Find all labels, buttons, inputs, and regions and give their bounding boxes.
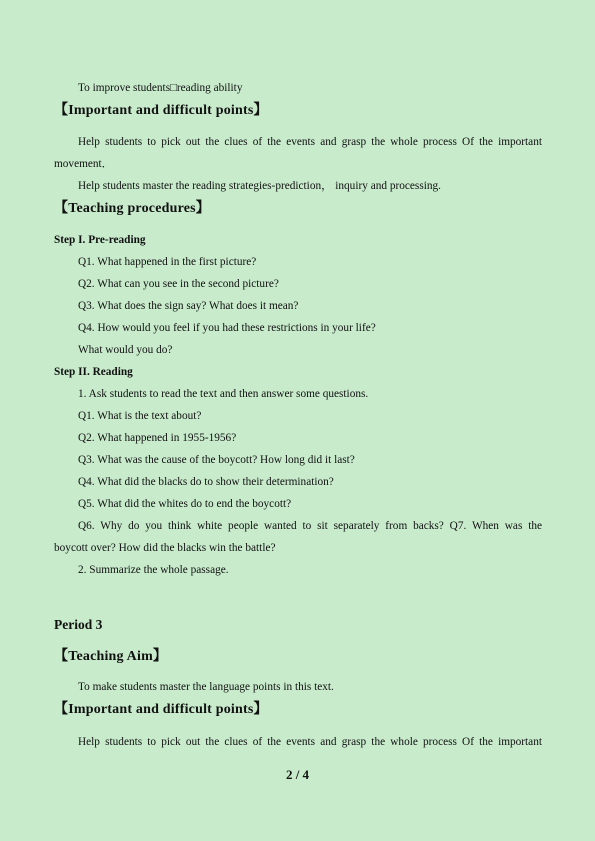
paragraph-line: movement． xyxy=(54,158,113,170)
step-heading-reading: Step II. Reading xyxy=(54,366,133,378)
question-item: Q6. Why do you think white people wanted to sit separately from backs? Q7. When was the xyxy=(78,520,542,532)
question-item: boycott over? How did the blacks win the battle? xyxy=(54,542,276,554)
question-item: What would you do? xyxy=(78,344,173,356)
paragraph-line: Help students to pick out the clues of the events and grasp the whole process Of the important xyxy=(78,136,542,148)
question-item: Q1. What happened in the first picture? xyxy=(78,256,257,268)
section-heading-important-points: 【Important and difficult points】 xyxy=(54,702,268,717)
question-item: Q3. What does the sign say? What does it mean? xyxy=(78,300,299,312)
question-item: Q5. What did the whites do to end the boycott? xyxy=(78,498,292,510)
question-item: Q4. How would you feel if you had these restrictions in your life? xyxy=(78,322,376,334)
aim-text: To make students master the language points in this text. xyxy=(78,681,334,693)
task-item: 2. Summarize the whole passage. xyxy=(78,564,229,576)
question-item: Q2. What can you see in the second picture? xyxy=(78,278,279,290)
section-heading-teaching-aim: 【Teaching Aim】 xyxy=(54,649,168,664)
paragraph-line: Help students master the reading strategies-prediction， inquiry and processing. xyxy=(78,180,441,192)
period-heading: Period 3 xyxy=(54,617,103,632)
question-item: Q4. What did the blacks do to show their determination? xyxy=(78,476,334,488)
aim-text-prev: To improve students□reading ability xyxy=(78,82,243,94)
question-item: Q3. What was the cause of the boycott? How long did it last? xyxy=(78,454,355,466)
section-heading-important-points: 【Important and difficult points】 xyxy=(54,103,268,118)
question-item: Q1. What is the text about? xyxy=(78,410,202,422)
question-item: Q2. What happened in 1955-1956? xyxy=(78,432,237,444)
paragraph-line: Help students to pick out the clues of the events and grasp the whole process Of the important xyxy=(78,736,542,748)
page-number: 2 / 4 xyxy=(285,767,310,782)
task-item: 1. Ask students to read the text and then answer some questions. xyxy=(78,388,369,400)
section-heading-teaching-procedures: 【Teaching procedures】 xyxy=(54,201,211,216)
step-heading-pre-reading: Step I. Pre-reading xyxy=(54,234,146,246)
